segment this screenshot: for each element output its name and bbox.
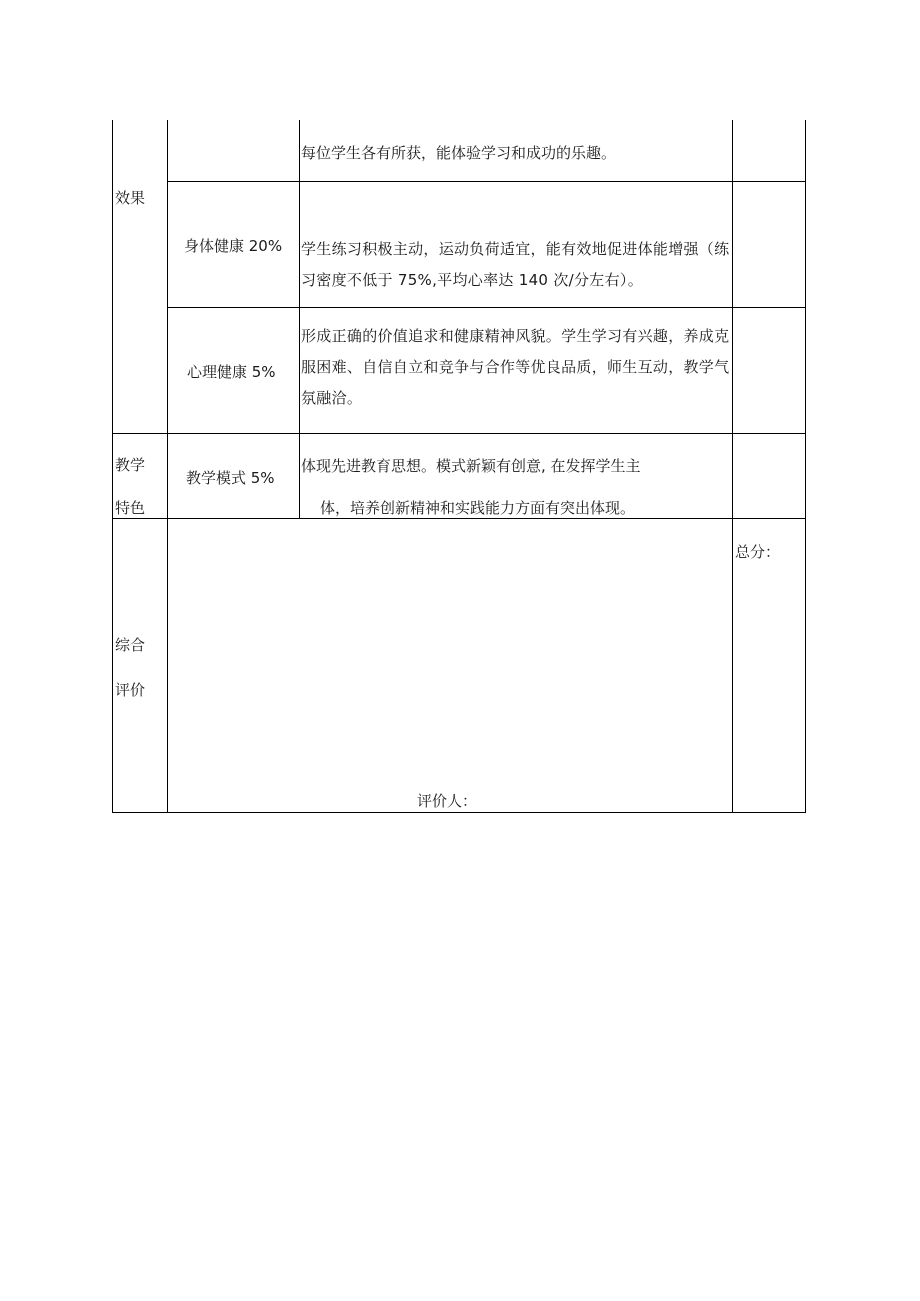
effect-row1-criteria: 每位学生各有所获，能体验学习和成功的乐趣。 — [301, 144, 617, 162]
label-mental-health: 心理健康 5% — [187, 363, 276, 381]
physical-health-criteria: 学生练习积极主动，运动负荷适宜，能有效地促进体能增强（练习密度不低于 75%,平均心率达 140 次/分左右）。 — [301, 240, 730, 289]
category-feature-line2: 特色 — [115, 499, 146, 517]
category-overall-line2: 评价 — [115, 681, 146, 699]
teaching-mode-criteria-line1: 体现先进教育思想。模式新颖有创意, 在发挥学生主 — [301, 457, 641, 475]
teaching-mode-criteria-line2: 体，培养创新精神和实践能力方面有突出体现。 — [320, 499, 636, 517]
column-divider-2 — [299, 120, 300, 518]
table-border-right — [805, 120, 806, 813]
category-feature-line1: 教学 — [115, 456, 146, 474]
row-divider-4 — [112, 518, 806, 519]
mental-health-criteria: 形成正确的价值追求和健康精神风貌。学生学习有兴趣，养成克服困难、自信自立和竞争与合作等优良品质，师生互动，教学气氛融洽。 — [301, 327, 730, 407]
table-border-bottom — [112, 812, 806, 813]
label-teaching-mode: 教学模式 5% — [186, 469, 275, 487]
row-divider-3 — [112, 433, 806, 434]
evaluation-table — [112, 120, 806, 813]
category-overall-line1: 综合 — [115, 636, 146, 654]
row-divider-1 — [167, 181, 806, 182]
evaluator-label: 评价人： — [417, 792, 478, 810]
label-physical-health: 身体健康 20% — [184, 237, 283, 255]
total-score-label: 总分： — [735, 543, 781, 561]
table-border-left — [112, 120, 113, 813]
column-divider-3 — [732, 120, 733, 813]
row-divider-2 — [167, 307, 806, 308]
column-divider-1 — [167, 120, 168, 813]
category-effect: 效果 — [115, 189, 146, 207]
